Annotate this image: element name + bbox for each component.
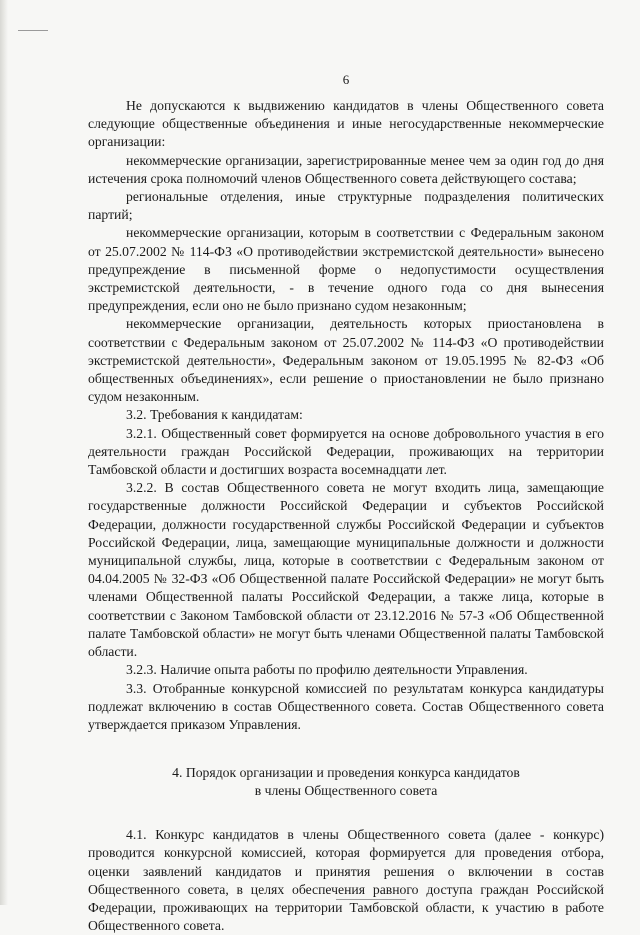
section-heading-line1: 4. Порядок организации и проведения конкурса кандидатов — [172, 765, 520, 781]
section-heading — [88, 764, 604, 800]
scan-mark-top — [18, 30, 48, 31]
scan-edge — [0, 0, 8, 905]
paragraph-3-2-1: 3.2.1. Общественный совет формируется на основе добровольного участия в его деятельности граждан Российской Федерации, проживающих на территории Тамбовской области и достигших возраста восемнадцати лет. — [88, 425, 604, 478]
paragraph-regional-branches: региональные отделения, иные структурные подразделения политических партий; — [88, 189, 604, 223]
document-body — [88, 97, 604, 935]
paragraph-nko-warning: некоммерческие организации, которым в соответствии с Федеральным законом от 25.07.2002 № 114-ФЗ «О противодействии экстремистской деятельности» вынесено предупреждение в письменной форме о недопустимости осуществления экстремистской деятельности, - в течение одного года со дня вынесения предупреждения, если оно не было признано судом незаконным; — [88, 225, 604, 314]
paragraph-nko-registered: некоммерческие организации, зарегистрированные менее чем за один год до дня истечения срока полномочий членов Общественного совета действующего состава; — [88, 152, 604, 186]
paragraph-4-1: 4.1. Конкурс кандидатов в члены Общественного совета (далее - конкурс) проводится конкурсной комиссией, которая формируется для проведения отбора, оценки заявлений кандидатов и принятия решения о включении в состав Общественного совета, в целях обеспечения равного доступа граждан Российской Федерации, проживающих на территории Тамбовской области, к участию в работе Общественного совета. — [88, 827, 604, 934]
paragraph-3-3: 3.3. Отобранные конкурсной комиссией по результатам конкурса кандидатуры подлежат включению в состав Общественного совета. Состав Общественного совета утверждается приказом Управления. — [88, 680, 604, 732]
paragraph-intro: Не допускаются к выдвижению кандидатов в члены Общественного совета следующие общественные объединения и иные негосударственные некоммерческие организации: — [88, 98, 604, 150]
scan-mark-bottom — [336, 899, 406, 900]
paragraph-3-2-3: 3.2.3. Наличие опыта работы по профилю деятельности Управления. — [126, 662, 528, 678]
paragraph-3-2: 3.2. Требования к кандидатам: — [126, 407, 303, 423]
page-number: 6 — [342, 72, 350, 87]
section-heading-line2: в члены Общественного совета — [254, 783, 438, 799]
paragraph-3-2-2: 3.2.2. В состав Общественного совета не могут входить лица, замещающие государственные должности Российской Федерации и субъектов Российской Федерации, должности государственной службы Российской Федерации и субъектов Российской Федерации, лица, замещающие муниципальные должности и должности муниципальной службы, лица, которые в соответствии с Федеральным законом от 04.04.2005 № 32-ФЗ «Об Общественной палате Российской Федерации» не могут быть членами Общественной палаты Российской Федерации, а также лица, которые в соответствии с Законом Тамбовской области от 23.12.2016 № 57-З «Об Общественной палате Тамбовской области» не могут быть членами Общественной палаты Тамбовской области. — [88, 480, 604, 660]
paragraph-nko-suspended: некоммерческие организации, деятельность которых приостановлена в соответствии с Федеральным законом от 25.07.2002 № 114-ФЗ «О противодействии экстремистской деятельности», Федеральным законом от 19.05.1995 № 82-ФЗ «Об общественных объединениях», если решение о приостановлении не было признано судом незаконным. — [88, 316, 604, 405]
